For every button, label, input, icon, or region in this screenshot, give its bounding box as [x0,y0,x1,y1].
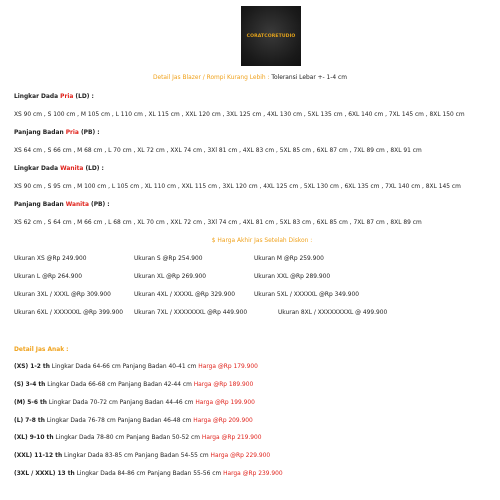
kids-detail: Lingkar Dada 76-78 cm Panjang Badan 46-48 cm [44,418,194,424]
kids-size: (XS) 1-2 th [14,364,50,370]
label-text: Panjang Badan [14,202,66,208]
kids-detail: Lingkar Dada 70-72 cm Panjang Badan 44-46 cm [47,400,196,406]
price-item: Ukuran 8XL / XXXXXXXXL @ 499.900 [278,310,388,316]
kids-price: Harga @Rp 209.900 [193,418,253,424]
kids-price: Harga @Rp 189.900 [193,382,254,388]
kids-detail: Lingkar Dada 66-68 cm Panjang Badan 42-44 cm [45,382,194,388]
kids-price: Harga @Rp 179.900 [198,364,258,370]
gender-label: Wanita [65,202,89,208]
gender-label: Pria [65,130,79,136]
kids-detail: Lingkar Dada 64-66 cm Panjang Badan 40-41 cm [49,364,199,370]
kids-heading: Detail Jas Anak : [14,347,69,353]
label-text: (LD) : [73,94,94,100]
kids-row [14,417,253,425]
label-text: (PB) : [78,130,100,136]
kids-row [14,470,283,478]
values-panjang-badan-wanita: XS 62 cm , S 64 cm , M 66 cm , L 68 cm , XL 70 cm , XXL 72 cm , 3Xl 74 cm , 4XL 81 cm , 5XL 83 cm , 6XL 85 cm , 7XL 87 cm , 8XL 89 cm [14,220,422,226]
label-text: Panjang Badan [14,130,66,136]
price-item: Ukuran L @Rp 264.900 [14,274,83,280]
kids-size: (S) 3-4 th [14,382,46,388]
price-item: Ukuran XL @Rp 269.900 [134,274,207,280]
label-text: Lingkar Dada [14,94,61,100]
kids-detail: Lingkar Dada 78-80 cm Panjang Badan 50-52 cm [53,435,202,441]
kids-detail: Lingkar Dada 84-86 cm Panjang Badan 55-56 cm [74,471,224,477]
price-item: Ukuran 4XL / XXXXL @Rp 329.900 [134,292,235,298]
label-panjang-badan-wanita [14,201,110,209]
label-text: (PB) : [88,202,110,208]
values-lingkar-dada-pria: XS 90 cm , S 100 cm , M 105 cm , L 110 cm , XL 115 cm , XXL 120 cm , 3XL 125 cm , 4XL 130 cm , 5XL 135 cm , 6XL 140 cm , 7XL 145 cm , 8XL 150 cm [14,112,465,118]
label-lingkar-dada-pria [14,93,94,101]
price-item: Ukuran 7XL / XXXXXXXL @Rp 449.900 [134,310,248,316]
values-lingkar-dada-wanita: XS 90 cm , S 95 cm , M 100 cm , L 105 cm , XL 110 cm , XXL 115 cm , 3XL 120 cm , 4XL 125 cm , 5XL 130 cm , 6XL 135 cm , 7XL 140 cm , 8XL 145 cm [14,184,461,190]
kids-row [14,363,258,371]
kids-size: (3XL / XXXL) 13 th [14,471,75,477]
kids-price: Harga @Rp 239.900 [223,471,283,477]
kids-detail: Lingkar Dada 83-85 cm Panjang Badan 54-55 cm [62,453,211,459]
label-text: (LD) : [83,166,104,172]
label-lingkar-dada-wanita [14,165,104,173]
price-item: Ukuran M @Rp 259.900 [254,256,324,262]
price-item: Ukuran XXL @Rp 289.900 [254,274,331,280]
size-detail-heading [0,74,500,82]
gender-label: Wanita [60,166,84,172]
brand-logo [241,6,301,66]
price-item: Ukuran S @Rp 254.900 [134,256,203,262]
price-item: Ukuran 6XL / XXXXXXL @Rp 399.900 [14,310,124,316]
kids-price: Harga @Rp 229.900 [210,453,271,459]
price-item: Ukuran 5XL / XXXXXL @Rp 349.900 [254,292,359,298]
kids-row [14,381,253,389]
kids-price: Harga @Rp 219.900 [201,435,262,441]
label-panjang-badan-pria [14,129,100,137]
gender-label: Pria [60,94,74,100]
kids-row [14,399,255,407]
kids-size: (L) 7-8 th [14,418,45,424]
kids-size: (XL) 9-10 th [14,435,54,441]
price-item: Ukuran XS @Rp 249.900 [14,256,87,262]
price-item: Ukuran 3XL / XXXL @Rp 309.900 [14,292,111,298]
heading-main: Detail Jas Blazer / Rompi Kurang Lebih : [152,75,270,81]
label-text: Lingkar Dada [14,166,61,172]
kids-price: Harga @Rp 199.900 [195,400,255,406]
heading-tolerance: Toleransi Lebar +- 1-4 cm [271,75,348,81]
kids-row [14,452,270,460]
kids-row [14,434,261,442]
brand-logo-text: CORATCORETUDIO [246,33,296,39]
values-panjang-badan-pria: XS 64 cm , S 66 cm , M 68 cm , L 70 cm , XL 72 cm , XXL 74 cm , 3Xl 81 cm , 4XL 83 cm , 5XL 85 cm , 6XL 87 cm , 7XL 89 cm , 8XL 91 cm [14,148,422,154]
kids-size: (M) 5-6 th [14,400,47,406]
price-heading: $ Harga Akhir Jas Setelah Diskon : [211,238,313,244]
kids-size: (XXL) 11-12 th [14,453,63,459]
